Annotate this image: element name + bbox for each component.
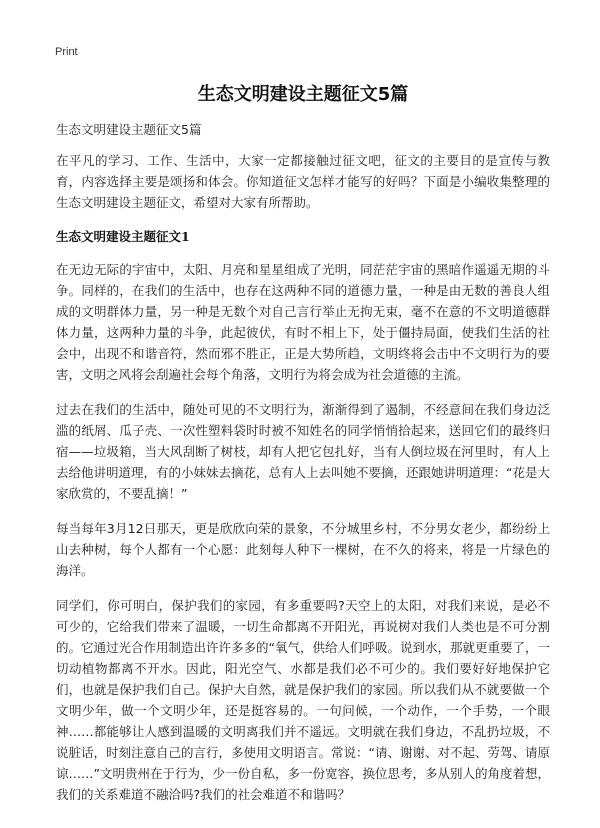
section-heading: 生态文明建设主题征文1 <box>56 229 190 244</box>
print-label[interactable]: Print <box>55 46 78 58</box>
body-paragraph-2: 过去在我们的生活中，随处可见的不文明行为，渐渐得到了遏制，不经意间在我们身边泛滥的纸屑、瓜子壳、一次性塑料袋时时被不知姓名的同学悄悄拾起来，送回它们的最终归宿——垃圾箱，当大风刮断了树枝，却有人把它包扎好，当有人倒垃圾在河里时，有人上去给他讲明道理，有的小妹妹去摘花，总有人上去叫她不要摘，还跟她讲明道理：“花是大家欣赏的，不要乱摘！” <box>56 402 550 501</box>
document-body <box>56 150 550 819</box>
body-paragraph-4: 同学们，你可明白，保护我们的家园，有多重要吗?天空上的太阳，对我们来说，是必不可少的，它给我们带来了温暖，一切生命都离不开阳光，再说树对我们人类也是不可分割的。它通过光合作用制造出许许多多的“氧气，供给人们呼吸。说到水，那就更重要了，一切动植物都离不开水。因此，阳光空气、水都是我们必不可少的。我们要好好地保护它们，也就是保护我们自己。保护大自然，就是保护我们的家园。所以我们从不就要做一个文明少年，做一个文明少年，还是挺容易的。一句问候，一个动作，一个手势，一个眼神……都能够让人感到温暖的文明离我们并不遥远。文明就在我们身边，不乱扔垃圾，不说脏话，时刻注意自己的言行，多使用文明语言。常说：“请、谢谢、对不起、劳驾、请原谅……”文明贵州在于行为，少一份自私，多一份宽容，换位思考，多从别人的角度着想，我们的关系难道不融洽吗?我们的社会难道不和谐吗？ <box>56 598 550 802</box>
body-paragraph-3: 每当每年3月12日那天，更是欣欣向荣的景象，不分城里乡村，不分男女老少，都纷纷上山去种树，每个人都有一个心愿：此刻每人种下一棵树，在不久的将来，将是一片绿色的海洋。 <box>56 521 550 578</box>
intro-paragraph: 在平凡的学习、工作、生活中，大家一定都接触过征文吧，征文的主要目的是宣传与教育，内容选择主要是颂扬和体会。你知道征文怎样才能写的好吗？下面是小编收集整理的生态文明建设主题征文，希望对大家有所帮助。 <box>56 153 550 210</box>
body-paragraph-1: 在无边无际的宇宙中，太阳、月亮和星星组成了光明，同茫茫宇宙的黑暗作遥遥无期的斗争。同样的，在我们的生活中，也存在这两种不同的道德力量，一种是由无数的善良人组成的文明群体力量，另一种是无数个对自己言行举止无拘无束，毫不在意的不文明道德群体力量，这两种力量的斗争，此起彼伏，有时不相上下，处于僵持局面，使我们生活的社会中，出现不和谐音符，然而邪不胜正，正是大势所趋，文明终将会击中不文明行为的要害，文明之风将会刮遍社会每个角落，文明行为将会成为社会道德的主流。 <box>56 262 550 382</box>
page-title: 生态文明建设主题征文5篇 <box>197 84 409 105</box>
document-subtitle: 生态文明建设主题征文5篇 <box>56 122 202 137</box>
